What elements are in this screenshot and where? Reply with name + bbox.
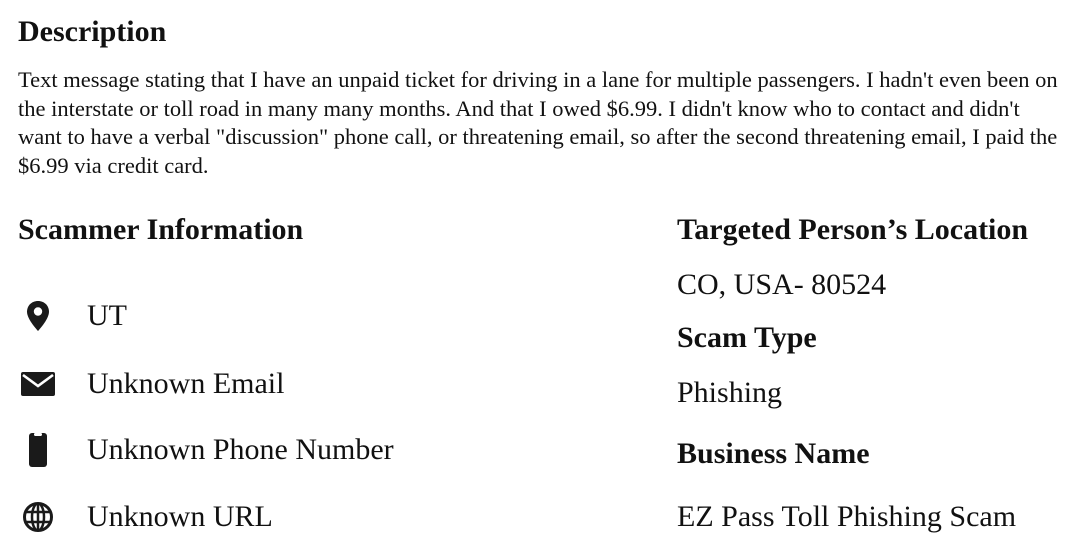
targeted-location-value: CO, USA- 80524 — [677, 268, 887, 301]
scammer-url-value: Unknown URL — [87, 500, 273, 533]
scam-type-value: Phishing — [677, 376, 783, 409]
targeted-location-heading: Targeted Person’s Location — [677, 213, 1029, 246]
scammer-phone-value: Unknown Phone Number — [87, 433, 394, 466]
envelope-icon — [20, 366, 56, 402]
scammer-email-value: Unknown Email — [87, 367, 285, 400]
scammer-url-row — [20, 497, 273, 537]
globe-icon — [20, 499, 56, 535]
scammer-email-row — [20, 364, 285, 404]
description-heading: Description — [18, 15, 167, 48]
business-name-value: EZ Pass Toll Phishing Scam — [677, 500, 1017, 533]
business-name-heading: Business Name — [677, 437, 870, 470]
phone-icon — [20, 432, 56, 468]
scammer-information-heading: Scammer Information — [18, 213, 304, 246]
scammer-location-row — [20, 296, 127, 336]
scammer-location-value: UT — [87, 299, 127, 332]
scammer-phone-row — [20, 430, 394, 470]
scam-type-heading: Scam Type — [677, 321, 817, 354]
location-pin-icon — [20, 298, 56, 334]
description-text: Text message stating that I have an unpaid ticket for driving in a lane for multiple passengers. I hadn't even been on the interstate or toll road in many many months. And that I owed $6.99. I didn't know who to contact and didn't want to have a verbal "discussion" phone call, or threatening email, so after the second threatening email, I paid the $6.99 via credit card. — [18, 67, 1058, 178]
